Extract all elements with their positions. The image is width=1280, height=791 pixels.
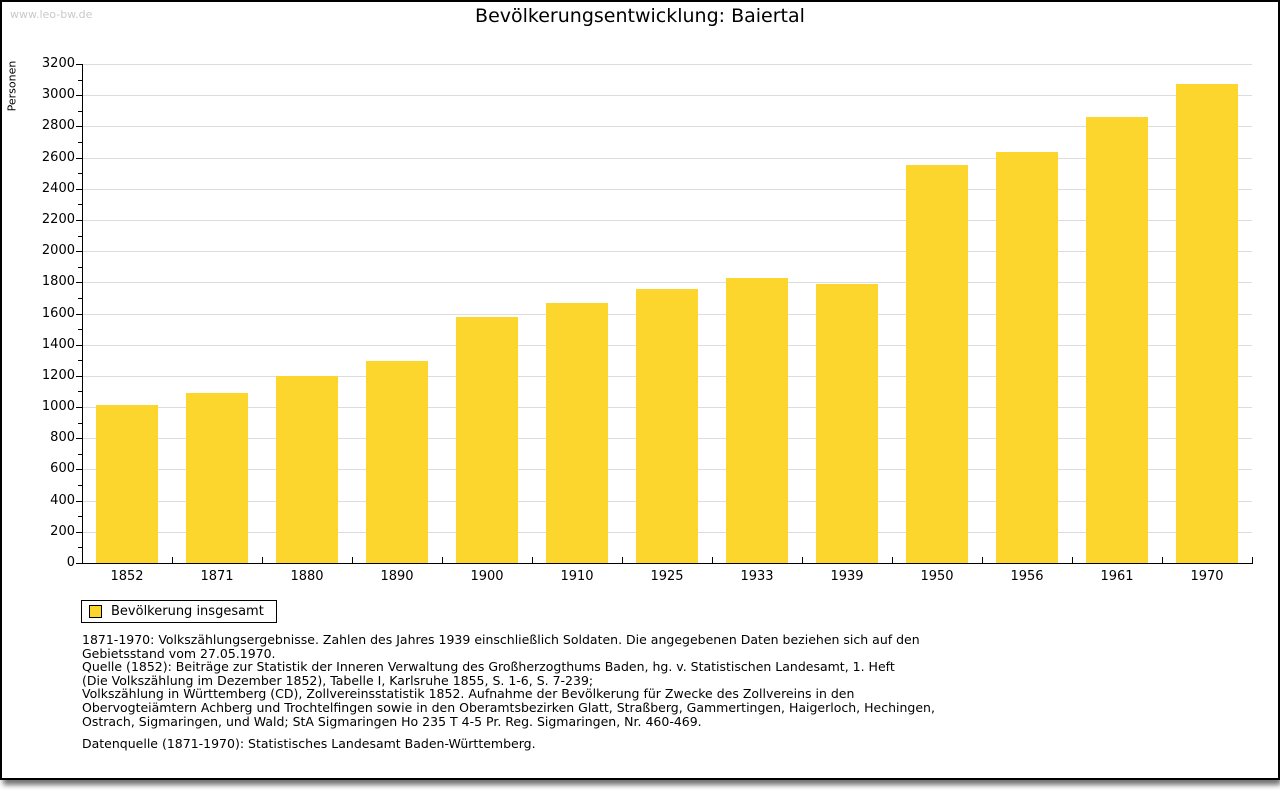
gridline [82, 220, 1252, 221]
x-tick-label: 1925 [650, 569, 684, 584]
watermark: www.leo-bw.de [10, 8, 93, 21]
x-tick-label: 1890 [380, 569, 414, 584]
gridline [82, 95, 1252, 96]
bar [996, 152, 1058, 563]
x-tick-label: 1961 [1100, 569, 1134, 584]
bar [636, 289, 698, 563]
x-tick [1072, 557, 1073, 563]
y-tick-label: 800 [50, 430, 75, 445]
y-tick-label: 0 [66, 555, 75, 570]
x-tick [802, 557, 803, 563]
y-tick-label: 200 [50, 524, 75, 539]
y-axis-line [82, 64, 83, 563]
bar [906, 165, 968, 563]
x-tick [1162, 557, 1163, 563]
y-tick-label: 3000 [41, 87, 75, 102]
legend-label: Bevölkerung insgesamt [111, 604, 264, 619]
bar [726, 278, 788, 563]
x-tick-label: 1956 [1010, 569, 1044, 584]
y-tick-label: 3200 [41, 56, 75, 71]
y-tick-label: 2400 [41, 181, 75, 196]
y-axis-label: Personen [5, 60, 19, 112]
bar [546, 303, 608, 563]
y-tick-label: 2600 [41, 150, 75, 165]
y-tick-label: 2800 [41, 118, 75, 133]
x-axis-line [82, 563, 1253, 564]
footnote-line: 1871-1970: Volkszählungsergebnisse. Zahlen des Jahres 1939 einschließlich Soldaten. Die angegebenen Daten beziehen sich auf den [82, 632, 920, 647]
x-tick-label: 1871 [200, 569, 234, 584]
footnote-line: Gebietsstand vom 27.05.1970. [82, 645, 276, 661]
gridline [82, 282, 1252, 283]
x-tick-label: 1939 [830, 569, 864, 584]
x-tick [892, 557, 893, 563]
y-tick-label: 1400 [41, 337, 75, 352]
bar [1176, 84, 1238, 563]
x-tick [442, 557, 443, 563]
x-tick-label: 1933 [740, 569, 774, 584]
x-tick [262, 557, 263, 563]
gridline [82, 251, 1252, 252]
x-tick [622, 557, 623, 563]
gridline [82, 64, 1252, 65]
bar [96, 405, 158, 563]
x-tick-label: 1880 [290, 569, 324, 584]
x-tick-label: 1910 [560, 569, 594, 584]
y-tick-label: 600 [50, 461, 75, 476]
gridline [82, 158, 1252, 159]
x-tick-label: 1970 [1190, 569, 1224, 584]
y-tick-label: 2000 [41, 243, 75, 258]
x-tick [712, 557, 713, 563]
gridline [82, 189, 1252, 190]
footnote-line: Volkszählung in Württemberg (CD), Zollvereinsstatistik 1852. Aufnahme der Bevölkerung für Zwecke des Zollvereins in den [82, 686, 855, 702]
bar [366, 361, 428, 563]
y-tick-label: 1600 [41, 306, 75, 321]
x-tick [352, 557, 353, 563]
footnote-line: Quelle (1852): Beiträge zur Statistik der Inneren Verwaltung des Großherzogthums Baden, hg. v. Statistischen Landesamt, 1. Heft [82, 659, 895, 675]
bar [816, 284, 878, 563]
data-source-line: Datenquelle (1871-1970): Statistisches Landesamt Baden-Württemberg. [82, 736, 536, 752]
bar [456, 317, 518, 563]
x-tick [982, 557, 983, 563]
y-tick-label: 2200 [41, 212, 75, 227]
legend [81, 600, 277, 623]
legend-swatch-icon [89, 605, 102, 618]
footnotes [82, 633, 1212, 751]
x-tick-label: 1950 [920, 569, 954, 584]
y-tick-label: 1000 [41, 399, 75, 414]
footnote-line: Ostrach, Sigmaringen, und Wald; StA Sigmaringen Ho 235 T 4-5 Pr. Reg. Sigmaringen, Nr. 460-469. [82, 713, 702, 729]
bar [1086, 117, 1148, 563]
footnote-line: (Die Volkszählung im Dezember 1852), Tabelle I, Karlsruhe 1855, S. 1-6, S. 7-239; [82, 672, 594, 688]
y-tick-label: 1800 [41, 274, 75, 289]
x-tick [172, 557, 173, 563]
y-tick-label: 1200 [41, 368, 75, 383]
bar [276, 376, 338, 563]
page-title: Bevölkerungsentwicklung: Baiertal [475, 5, 805, 27]
footnote-line: Obervogteiämtern Achberg und Trochtelfingen sowie in den Oberamtsbezirken Glatt, Straßberg, Gammertingen, Haigerloch, Hechingen, [82, 699, 935, 715]
gridline [82, 126, 1252, 127]
bar [186, 393, 248, 563]
x-tick-label: 1900 [470, 569, 504, 584]
x-tick-label: 1852 [110, 569, 144, 584]
y-tick-label: 400 [50, 493, 75, 508]
x-tick [1252, 557, 1253, 563]
x-tick [532, 557, 533, 563]
